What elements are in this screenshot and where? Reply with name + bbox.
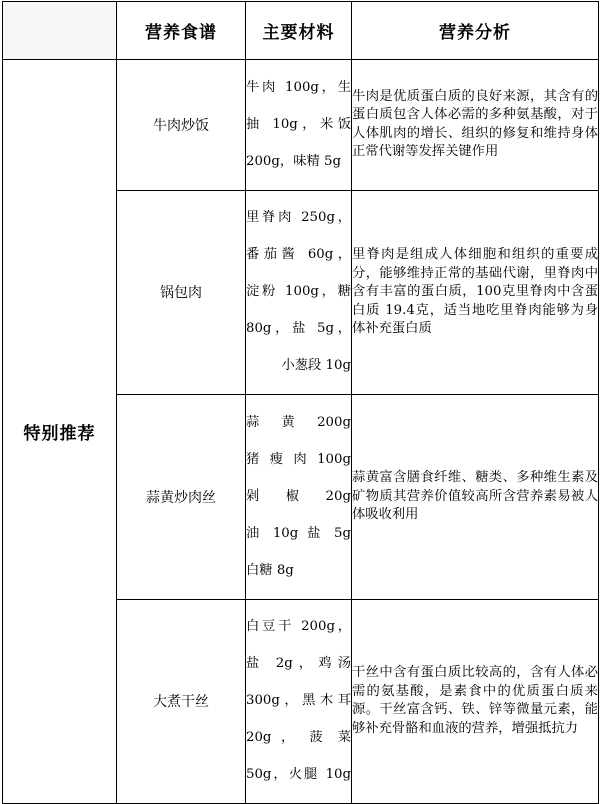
- header-analysis: 营养分析: [352, 2, 599, 60]
- materials-cell: [246, 599, 352, 804]
- material-line: 白糖 8g: [246, 562, 294, 578]
- material-line: 油 10g 盐 5g: [246, 525, 351, 541]
- material-line: 里脊肉 250g，: [246, 210, 351, 225]
- header-blank: [3, 2, 117, 60]
- dish-name: 牛肉炒饭: [117, 60, 246, 191]
- materials-cell: [246, 190, 352, 395]
- analysis-cell: 牛肉是优质蛋白质的良好来源，其含有的蛋白质包含人体必需的多种氨基酸，对于人体肌肉的增长、组织的修复和维持身体正常代谢等发挥关键作用: [352, 60, 599, 191]
- recipe-table: [2, 1, 599, 804]
- material-line: 剁 椒 20g: [246, 488, 351, 504]
- material-line: 盐 2g，鸡汤: [246, 656, 351, 671]
- materials-cell: [246, 395, 352, 600]
- material-line: 300g，黑木耳: [246, 693, 351, 708]
- header-row: [3, 2, 599, 60]
- category-cell: 特别推荐: [3, 60, 117, 804]
- material-line: 20g ， 菠 菜: [246, 730, 351, 745]
- header-recipe: 营养食谱: [117, 2, 246, 60]
- material-line: 200g，味精 5g: [246, 153, 341, 169]
- material-line: 猪 瘦 肉 100g: [246, 451, 351, 467]
- analysis-cell: 里脊肉是组成人体细胞和组织的重要成分，能够维持正常的基础代谢，里脊肉中含有丰富的蛋白质，100克里脊肉中含蛋白质 19.4克，适当地吃里脊肉能够为身体补充蛋白质: [352, 190, 599, 395]
- analysis-cell: 蒜黄富含膳食纤维、糖类、多种维生素及矿物质其营养价值较高所含营养素易被人体吸收利用: [352, 395, 599, 600]
- analysis-cell: 干丝中含有蛋白质比较高的，含有人体必需的氨基酸，是素食中的优质蛋白质来源。干丝富含钙、铁、锌等微量元素，能够补充骨骼和血液的营养，增强抵抗力: [352, 599, 599, 804]
- material-line: 50g，火腿 10g: [246, 767, 351, 782]
- dish-name: 大煮干丝: [117, 599, 246, 804]
- dish-name: 蒜黄炒肉丝: [117, 395, 246, 600]
- header-materials: 主要材料: [246, 2, 352, 60]
- material-line: 番茄酱 60g，: [246, 247, 351, 262]
- material-line: 80g，盐 5g，: [246, 321, 351, 336]
- material-line: 蒜 黄 200g: [246, 414, 351, 430]
- dish-name: 锅包肉: [117, 190, 246, 395]
- materials-cell: [246, 60, 352, 191]
- material-line: 淀粉 100g，糖: [246, 284, 351, 299]
- material-line: 白豆干 200g，: [246, 619, 351, 634]
- table-row: [3, 60, 599, 191]
- material-line: 抽 10g，米饭: [246, 116, 351, 132]
- material-line: 牛肉 100g，生: [246, 79, 351, 95]
- material-line: 小葱段 10g: [281, 358, 351, 373]
